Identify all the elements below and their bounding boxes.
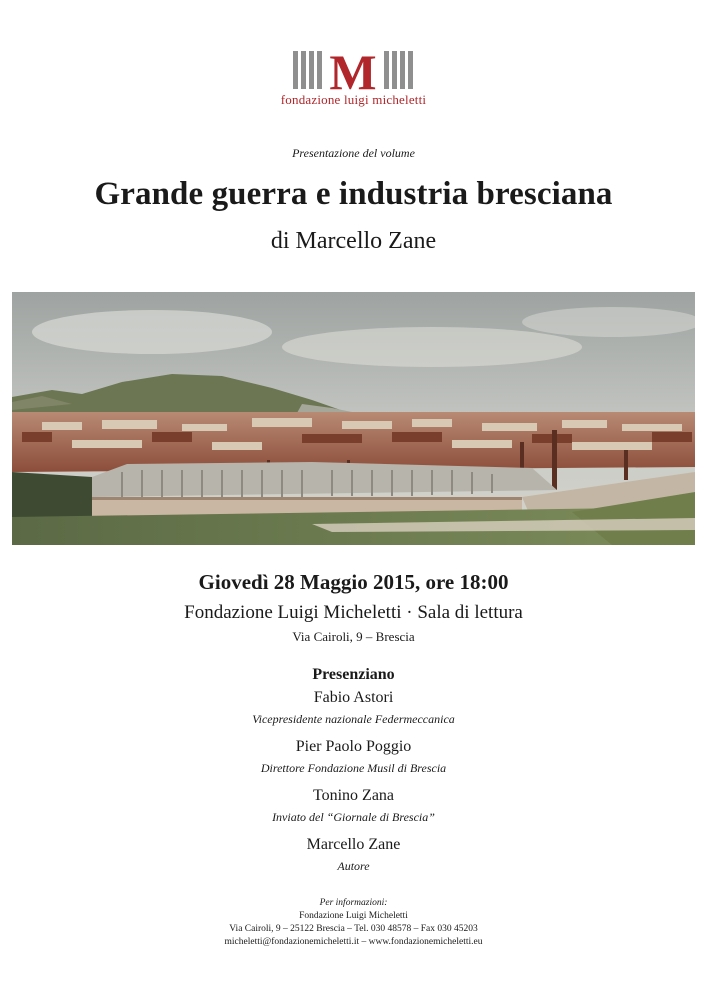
speaker-role: Inviato del “Giornale di Brescia” [272,810,435,824]
page-title: Grande guerra e industria bresciana [94,176,613,212]
info-line: Fondazione Luigi Micheletti [299,911,408,921]
speaker-role: Direttore Fondazione Musil di Brescia [260,761,447,775]
author-line: di Marcello Zane [270,228,437,254]
fondazione-micheletti-logo [293,47,413,93]
speaker-role: Vicepresidente nazionale Federmeccanica [252,712,455,726]
event-date: Giovedì 28 Maggio 2015, ore 18:00 [198,570,509,594]
info-label: Per informazioni: [319,898,388,908]
industrial-panorama-painting [12,292,695,545]
speaker-role: Autore [337,859,370,873]
speaker-name: Tonino Zana [312,787,395,804]
info-line: Via Cairoli, 9 – 25122 Brescia – Tel. 030 48578 – Fax 030 45203 [229,924,478,934]
event-venue: Fondazione Luigi Micheletti · Sala di lettura [184,602,523,623]
contact-links[interactable]: micheletti@fondazionemicheletti.it – www.fondazionemicheletti.eu [224,937,483,947]
logo-name: fondazione luigi micheletti [280,92,427,107]
speaker-name: Marcello Zane [306,836,401,853]
speakers-heading: Presenziano [312,666,395,683]
event-address: Via Cairoli, 9 – Brescia [292,629,415,644]
speaker-name: Pier Paolo Poggio [295,738,412,755]
logo-letter: M [329,47,377,93]
speaker-name: Fabio Astori [313,689,394,706]
subtitle: Presentazione del volume [292,146,415,160]
